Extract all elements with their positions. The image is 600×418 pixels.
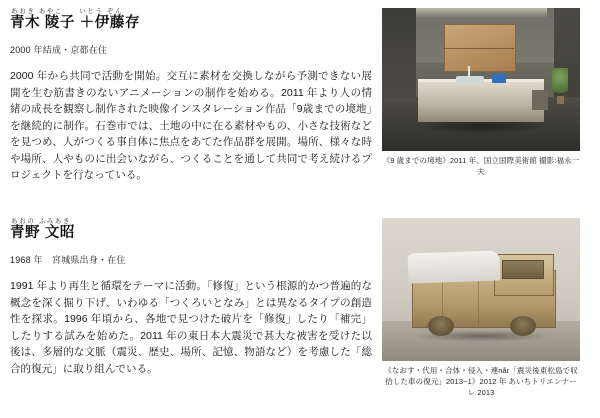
photo-truck-window (502, 260, 544, 279)
photo-ceiling-light (412, 8, 547, 18)
artist-bio: 2000 年から共同で活動を開始。交互に素材を交換しながら予測できない展開を生む筋書きのないアニメーションの制作を始める。2011 年より人の情緒の成長を観察し制作された映像インスタレーション作品「9歳までの境地」を継続的に制作。石巻市では、土地の中に在る素材やもの、小さな技術などを見つめ、人がつくる事自体に焦点をあてた作品群を展開。場所、様々な時や場所、人やものに出会いながら、つくることを通して共同で考え続けるプロジェクトを行なっている。 (10, 70, 372, 181)
photo-faucet (468, 66, 470, 78)
artist-meta: 1968 年 宮城県出身・在住 (10, 255, 126, 265)
photo-panel-seam (444, 48, 514, 49)
artist-media-column (382, 218, 580, 398)
artist-name-ruby: あおの ふみあき (11, 218, 72, 225)
cardboard-truck-sculpture (382, 218, 580, 361)
photo-wheel-front (510, 316, 536, 336)
artist-name-block (10, 8, 140, 32)
photo-plant (552, 68, 568, 98)
photo-caption: 《なおす・代用・合体・侵入・連når「震災後東松島で収拾した車の復元」2013~1》2012 年 あいちトリエンナーレ 2013 (384, 366, 578, 397)
artist-name: 青野 文昭 (10, 225, 76, 241)
artist-name: 青木 陵子 ＋伊藤存 (10, 15, 141, 31)
artist-entry (10, 204, 590, 418)
artist-text-column (10, 218, 382, 377)
artist-media-column (382, 8, 580, 177)
photo-wheel-rear (428, 316, 454, 336)
photo-white-cloth (408, 250, 501, 283)
photo-counter (418, 82, 544, 122)
artist-bio: 1991 年より再生と循環をテーマに活動。「修復」という根源的かつ普遍的な概念を深く掘り下げ、いわゆる「つくろいとなみ」とは異なるタイプの創造性を探求。1996 年頃から、各地で見つけた破片を「修復」したり「補完」したりする試みを始めた。2011 年の東日本大震災で甚大な被害を受けた以後は、多層的な文脈（震災、歴史、場所、記憶、物語など）を考慮した「総合的復元」に取り組んでいる。 (10, 280, 372, 375)
artist-name-block (10, 218, 75, 242)
gallery-installation-photo (382, 8, 580, 151)
artist-meta: 2000 年結成・京都在住 (10, 45, 108, 55)
artist-name-ruby: あおき あやこ いとう ぞん (11, 8, 124, 15)
artist-text-column (10, 8, 382, 184)
artist-entry (10, 8, 590, 204)
photo-plant-pot (557, 96, 564, 104)
photo-blue-object (492, 74, 506, 83)
photo-caption: 《9 歳までの境地》2011 年、国立国際美術館 撮影:福永一夫 (382, 156, 580, 176)
photo-stool (532, 90, 548, 110)
photo-sink (456, 76, 484, 84)
